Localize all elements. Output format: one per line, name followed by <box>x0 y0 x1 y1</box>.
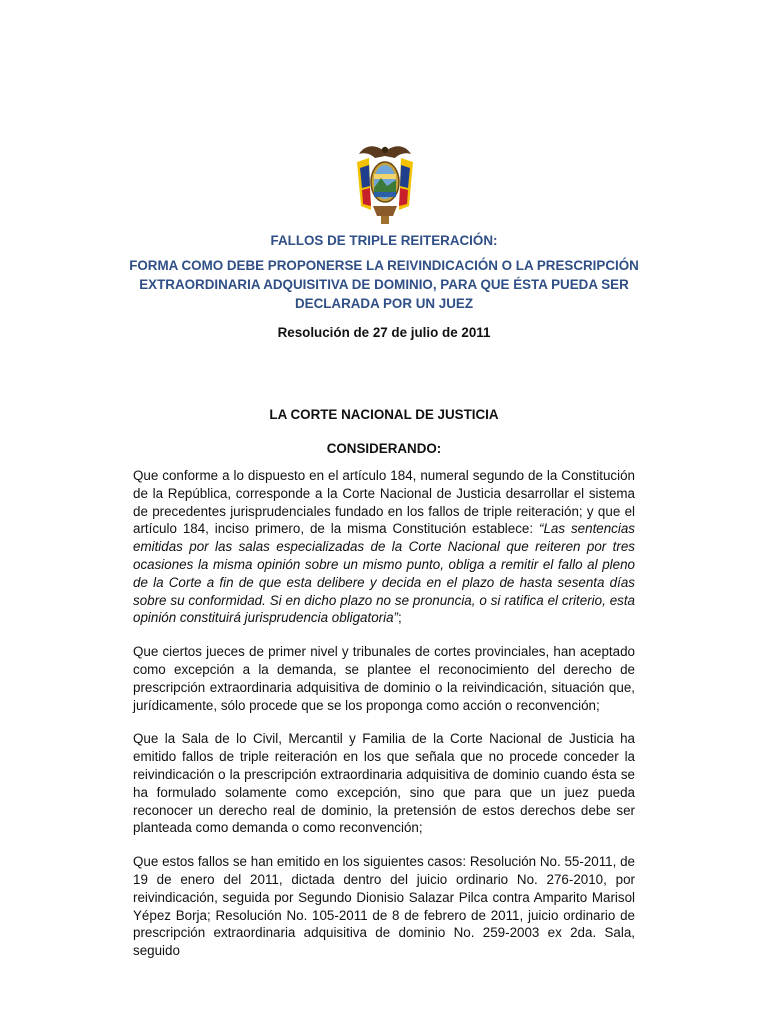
coat-of-arms-icon <box>355 140 415 228</box>
constitution-quote: “Las sentencias emitidas por las salas especializadas de la Corte Nacional que reiteren por tres ocasiones la misma opinión sobre un mismo punto, obliga a remitir el fallo al pleno de la Corte a fin de que esta delibere y decida en el plazo de hasta sesenta días sobre su conformidad. Si en dicho plazo no se pronuncia, o si ratifica el criterio, esta opinión constituirá jurisprudencia obligatoria” <box>133 521 635 626</box>
document-subtitle: FORMA COMO DEBE PROPONERSE LA REIVINDICACIÓN O LA PRESCRIPCIÓN EXTRAORDINARIA ADQUISITIVA DE DOMINIO, PARA QUE ÉSTA PUEDA SER DECLARADA POR UN JUEZ <box>129 258 639 311</box>
paragraph-4: Que estos fallos se han emitido en los siguientes casos: Resolución No. 55-2011, de 19 de enero del 2011, dictada dentro del juicio ordinario No. 276-2010, por reivindicación, seguida por Segundo Dionisio Salazar Pilca contra Amparito Marisol Yépez Borja; Resolución No. 105-2011 de 8 de febrero de 2011, juicio ordinario de prescripción extraordinaria adquisitiva de dominio No. 259-2003 ex 2da. Sala, seguido <box>133 854 635 959</box>
paragraph-2: Que ciertos jueces de primer nivel y tribunales de cortes provinciales, han aceptado como excepción a la demanda, se plantee el reconocimiento del derecho de prescripción extraordinaria adquisitiva de dominio o la reivindicación, situación que, jurídicamente, sólo procede que se los proponga como acción o reconvención; <box>133 644 635 713</box>
paragraph-3: Que la Sala de lo Civil, Mercantil y Familia de la Corte Nacional de Justicia ha emitido fallos de triple reiteración en los que señala que no procede conceder la reivindicación o la prescripción extraordinaria adquisitiva de dominio cuando ésta se ha formulado solamente como excepción, sino que para que un juez pueda reconocer un derecho real de dominio, la pretensión de estos derechos debe ser planteada como demanda o como reconvención; <box>133 731 635 836</box>
document-title: FALLOS DE TRIPLE REITERACIÓN: <box>270 233 498 248</box>
paragraph-1 <box>133 467 635 627</box>
considering-heading: CONSIDERANDO: <box>326 441 442 456</box>
court-name-heading: LA CORTE NACIONAL DE JUSTICIA <box>269 407 499 422</box>
paragraph-1-end: ; <box>398 610 402 626</box>
document-body <box>133 467 635 976</box>
resolution-date: Resolución de 27 de julio de 2011 <box>277 325 491 340</box>
paragraph-1-intro: Que conforme a lo dispuesto en el artículo 184, numeral segundo de la Constitución de la República, corresponde a la Corte Nacional de Justicia desarrollar el sistema de precedentes jurisprudenciales fundado en los fallos de triple reiteración; y que el artículo 184, inciso primero, de la misma Constitución establece: <box>133 468 635 537</box>
